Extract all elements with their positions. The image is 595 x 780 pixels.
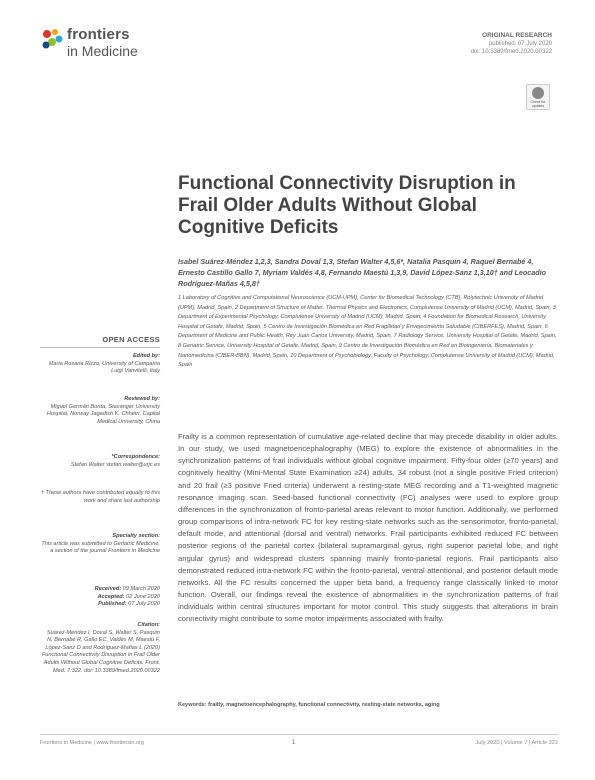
specialty-text: This article was submitted to Geriatric Medicine, a section of the journal Frontiers in Medicine <box>41 540 160 555</box>
received-date: 09 March 2020 <box>122 586 160 592</box>
received-label: Received: <box>94 586 122 592</box>
edited-by-section <box>40 353 160 376</box>
keywords-list: frailty, magnetoencephalography, functional connectivity, resting-state networks, aging <box>208 702 440 708</box>
article-type: ORIGINAL RESEARCH <box>482 32 552 39</box>
footer-issue-info: July 2020 | Volume 7 | Article 322 <box>475 740 558 746</box>
edited-by-label: Edited by: <box>132 353 160 359</box>
article-doi[interactable]: doi: 10.3389/fmed.2020.00322 <box>470 49 552 55</box>
reviewed-by-label: Reviewed by: <box>124 396 160 402</box>
keywords-label: Keywords: <box>178 702 207 708</box>
correspondence-label: *Correspondence: <box>111 454 160 460</box>
footer-divider <box>40 734 558 735</box>
abstract-text: Frailty is a common representation of cumulative age-related decline that may precede disability in older adults. In our study, we used magnetoencephalography (MEG) to explore the existence of abnormalities in the synchronization patterns of frail individuals without global cognitive impairment. Fifty-four older (≥70 years) and cognitively healthy (Mini-Mental State Examination ≥24) adults, 34 robust (not a single positive Fried criterion) and 20 frail (≥3 positive Fried criteria) underwent a resting-state MEG recording and a T1-weighted magnetic resonance imaging scan. Seed-based functional connectivity (FC) analyses were used to explore group differences in the synchronization of fronto-parietal areas relevant to motor function. Additionally, we performed group comparisons of intra-network FC for key resting-state networks such as the sensorimotor, fronto-parietal, default mode, and attentional (dorsal and ventral) networks. Frail participants exhibited reduced FC between posterior regions of the parietal cortex (bilateral supramarginal gyrus, right superior parietal lobe, and right angular gyrus) and widespread clusters spanning mainly fronto-parietal regions. Frail participants also demonstrated reduced intra-network FC within the fronto-parietal, ventral attentional, and posterior default mode networks. All the FC results concerned the upper beta band, a frequency range classically linked to motor function. Overall, our findings reveal the existence of abnormalities in the synchronization patterns of frail individuals within central structures important for motor control. This study suggests that alterations in brain connectivity might contribute to some motor impairments associated with frailty. <box>178 432 558 624</box>
logo-text-journal: in Medicine <box>67 43 138 59</box>
correspondence-contact[interactable]: Stefan Walter stefan.walter@urjc.es <box>70 461 160 468</box>
logo-text-frontiers: frontiers <box>67 26 130 43</box>
article-title: Functional Connectivity Disruption in Frail Older Adults Without Global Cognitive Deficits <box>178 173 516 238</box>
check-for-updates-badge[interactable] <box>526 84 550 110</box>
specialty-section <box>40 533 160 556</box>
editor-name: Maria Rosaria Rizzo, University of Campania Luigi Vanvitelli, Italy <box>48 360 160 375</box>
update-icon <box>532 87 544 99</box>
citation-section <box>40 622 160 675</box>
accepted-date: 02 June 2020 <box>126 593 160 600</box>
footer-journal-link[interactable]: Frontiers in Medicine | www.frontiersin.org <box>40 740 145 746</box>
equal-contribution-note: † These authors have contributed equally to this work and share last authorship <box>40 490 160 504</box>
dates-section <box>40 586 160 609</box>
article-header-info <box>471 32 552 56</box>
sidebar-divider <box>40 347 160 348</box>
open-access-label: OPEN ACCESS <box>102 335 160 344</box>
reviewer-names: Miguel Germán Borda, Stavanger University Hospital, Norway Jagadish K. Chhetri, Capital Medical University, China <box>46 403 160 425</box>
published-date-side: 07 July 2020 <box>128 601 160 608</box>
badge-label: Check for updates <box>530 100 546 108</box>
journal-logo <box>40 26 190 62</box>
page-number: 1 <box>292 740 296 746</box>
reviewed-by-section <box>40 396 160 426</box>
citation-text: Suárez-Méndez I, Doval S, Walter S, Pasquin N, Bernabé R, Gallo EC, Valdés M, Maestú F, López-Sanz D and Rodríguez-Mañas L (2020) Functional Connectivity Disruption in Frail Older Adults Without Global Cognitive Deficits. Front. Med. 7:322. doi: 10.3389/fmed.2020.00322 <box>41 629 160 674</box>
specialty-label: Specialty section: <box>112 533 160 539</box>
frontiers-logo-icon <box>40 28 64 52</box>
keywords <box>178 702 558 708</box>
affiliations: 1 Laboratory of Cognitive and Computational Neuroscience (UCM-UPM), Center for Biomedical Technology (CTB), Polytechnic University of Madrid (UPM), Madrid, Spain, 2 Department of Structure of Matter, Thermal Physics and Electronics, Complutense University of Madrid (UCM), Madrid, Spain, 3 Department of Experimental Psychology, Complutense University of Madrid (UCM), Madrid, Spain, 4 Foundation for Biomedical Research, University Hospital of Getafe, Madrid, Spain, 5 Centro de Investigación Biomédica en Red Fragilidad y Envejecimiento Saludable (CIBERFES), Madrid, Spain, 6 Department of Medicine and Public Health, Rey Juan Carlos University, Madrid, Spain, 7 Radiology Service, University Hospital of Getafe, Madrid, Spain, 8 Geriatric Service, University Hospital of Getafe, Madrid, Spain, 9 Centro de Investigación Biomédica en Red en Bioingeniería, Biomateriales y Nanomedicina (CIBER-BBN), Madrid, Spain, 10 Department of Psychobiology, Faculty of Psychology, Complutense University of Madrid (UCM), Madrid, Spain <box>178 295 557 369</box>
correspondence-section <box>40 454 160 469</box>
accepted-label: Accepted: <box>97 593 125 600</box>
citation-label: Citation: <box>137 622 160 628</box>
published-label: Published: <box>98 601 127 608</box>
author-list: Isabel Suárez-Méndez 1,2,3, Sandra Doval 1,3, Stefan Walter 4,5,6*, Natalia Pasquin 4, Raquel Bernabé 4, Ernesto Castillo Gallo 7, Myriam Valdés 4,8, Fernando Maestú 1,3,9, David López-Sanz 1,3,10† and Leocadio Rodríguez-Mañas 4,5,8† <box>178 257 547 288</box>
published-date: published: 07 July 2020 <box>488 41 552 47</box>
